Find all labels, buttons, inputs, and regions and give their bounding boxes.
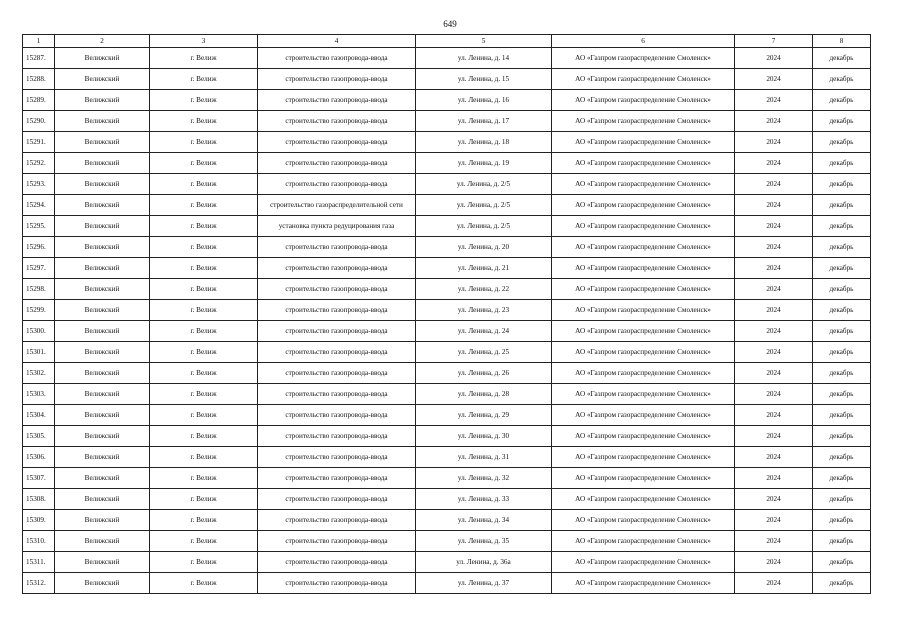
locality-cell: г. Велиж <box>150 300 258 321</box>
table-row <box>23 489 871 510</box>
header-row <box>23 35 871 48</box>
row-number: 15305. <box>23 426 55 447</box>
address-cell: ул. Ленина, д. 21 <box>416 258 552 279</box>
address-cell: ул. Ленина, д. 24 <box>416 321 552 342</box>
column-header: 4 <box>258 35 416 48</box>
address-cell: ул. Ленина, д. 29 <box>416 405 552 426</box>
organization-cell: АО «Газпром газораспределение Смоленск» <box>552 111 735 132</box>
month-cell: декабрь <box>813 174 871 195</box>
year-cell: 2024 <box>735 384 813 405</box>
work-type-cell: строительство газопровода-ввода <box>258 573 416 594</box>
address-cell: ул. Ленина, д. 2/5 <box>416 195 552 216</box>
year-cell: 2024 <box>735 90 813 111</box>
month-cell: декабрь <box>813 132 871 153</box>
work-type-cell: строительство газопровода-ввода <box>258 468 416 489</box>
work-type-cell: строительство газопровода-ввода <box>258 300 416 321</box>
organization-cell: АО «Газпром газораспределение Смоленск» <box>552 174 735 195</box>
year-cell: 2024 <box>735 69 813 90</box>
work-type-cell: строительство газопровода-ввода <box>258 363 416 384</box>
district-cell: Велижский <box>55 447 150 468</box>
address-cell: ул. Ленина, д. 31 <box>416 447 552 468</box>
address-cell: ул. Ленина, д. 23 <box>416 300 552 321</box>
address-cell: ул. Ленина, д. 32 <box>416 468 552 489</box>
organization-cell: АО «Газпром газораспределение Смоленск» <box>552 216 735 237</box>
year-cell: 2024 <box>735 216 813 237</box>
table-row <box>23 174 871 195</box>
year-cell: 2024 <box>735 258 813 279</box>
organization-cell: АО «Газпром газораспределение Смоленск» <box>552 573 735 594</box>
district-cell: Велижский <box>55 111 150 132</box>
work-type-cell: строительство газопровода-ввода <box>258 279 416 300</box>
district-cell: Велижский <box>55 69 150 90</box>
table-row <box>23 405 871 426</box>
organization-cell: АО «Газпром газораспределение Смоленск» <box>552 342 735 363</box>
organization-cell: АО «Газпром газораспределение Смоленск» <box>552 90 735 111</box>
organization-cell: АО «Газпром газораспределение Смоленск» <box>552 279 735 300</box>
address-cell: ул. Ленина, д. 19 <box>416 153 552 174</box>
table-row <box>23 426 871 447</box>
work-type-cell: строительство газопровода-ввода <box>258 531 416 552</box>
month-cell: декабрь <box>813 90 871 111</box>
district-cell: Велижский <box>55 48 150 69</box>
month-cell: декабрь <box>813 531 871 552</box>
row-number: 15291. <box>23 132 55 153</box>
row-number: 15303. <box>23 384 55 405</box>
column-header: 8 <box>813 35 871 48</box>
row-number: 15289. <box>23 90 55 111</box>
month-cell: декабрь <box>813 447 871 468</box>
year-cell: 2024 <box>735 468 813 489</box>
row-number: 15300. <box>23 321 55 342</box>
row-number: 15290. <box>23 111 55 132</box>
table-row <box>23 363 871 384</box>
table-row <box>23 552 871 573</box>
address-cell: ул. Ленина, д. 35 <box>416 531 552 552</box>
organization-cell: АО «Газпром газораспределение Смоленск» <box>552 132 735 153</box>
row-number: 15306. <box>23 447 55 468</box>
locality-cell: г. Велиж <box>150 363 258 384</box>
month-cell: декабрь <box>813 321 871 342</box>
column-header: 7 <box>735 35 813 48</box>
work-type-cell: строительство газопровода-ввода <box>258 237 416 258</box>
year-cell: 2024 <box>735 489 813 510</box>
page-number: 649 <box>443 19 457 29</box>
organization-cell: АО «Газпром газораспределение Смоленск» <box>552 405 735 426</box>
district-cell: Велижский <box>55 216 150 237</box>
table-row <box>23 384 871 405</box>
table-row <box>23 300 871 321</box>
year-cell: 2024 <box>735 426 813 447</box>
year-cell: 2024 <box>735 237 813 258</box>
table-row <box>23 48 871 69</box>
organization-cell: АО «Газпром газораспределение Смоленск» <box>552 195 735 216</box>
year-cell: 2024 <box>735 552 813 573</box>
address-cell: ул. Ленина, д. 36а <box>416 552 552 573</box>
organization-cell: АО «Газпром газораспределение Смоленск» <box>552 258 735 279</box>
locality-cell: г. Велиж <box>150 489 258 510</box>
table-row <box>23 321 871 342</box>
address-cell: ул. Ленина, д. 2/5 <box>416 216 552 237</box>
district-cell: Велижский <box>55 258 150 279</box>
month-cell: декабрь <box>813 405 871 426</box>
locality-cell: г. Велиж <box>150 510 258 531</box>
table-row <box>23 195 871 216</box>
locality-cell: г. Велиж <box>150 552 258 573</box>
row-number: 15288. <box>23 69 55 90</box>
locality-cell: г. Велиж <box>150 69 258 90</box>
month-cell: декабрь <box>813 384 871 405</box>
locality-cell: г. Велиж <box>150 531 258 552</box>
address-cell: ул. Ленина, д. 34 <box>416 510 552 531</box>
table-row <box>23 258 871 279</box>
district-cell: Велижский <box>55 321 150 342</box>
year-cell: 2024 <box>735 111 813 132</box>
row-number: 15298. <box>23 279 55 300</box>
year-cell: 2024 <box>735 531 813 552</box>
locality-cell: г. Велиж <box>150 132 258 153</box>
table-row <box>23 216 871 237</box>
organization-cell: АО «Газпром газораспределение Смоленск» <box>552 48 735 69</box>
locality-cell: г. Велиж <box>150 111 258 132</box>
table-row <box>23 531 871 552</box>
work-type-cell: строительство газопровода-ввода <box>258 132 416 153</box>
address-cell: ул. Ленина, д. 15 <box>416 69 552 90</box>
row-number: 15309. <box>23 510 55 531</box>
address-cell: ул. Ленина, д. 16 <box>416 90 552 111</box>
district-cell: Велижский <box>55 552 150 573</box>
row-number: 15311. <box>23 552 55 573</box>
row-number: 15295. <box>23 216 55 237</box>
organization-cell: АО «Газпром газораспределение Смоленск» <box>552 153 735 174</box>
organization-cell: АО «Газпром газораспределение Смоленск» <box>552 489 735 510</box>
work-type-cell: строительство газопровода-ввода <box>258 111 416 132</box>
work-type-cell: строительство газопровода-ввода <box>258 426 416 447</box>
month-cell: декабрь <box>813 342 871 363</box>
row-number: 15297. <box>23 258 55 279</box>
organization-cell: АО «Газпром газораспределение Смоленск» <box>552 384 735 405</box>
district-cell: Велижский <box>55 300 150 321</box>
work-type-cell: строительство газопровода-ввода <box>258 69 416 90</box>
district-cell: Велижский <box>55 426 150 447</box>
district-cell: Велижский <box>55 531 150 552</box>
locality-cell: г. Велиж <box>150 384 258 405</box>
organization-cell: АО «Газпром газораспределение Смоленск» <box>552 426 735 447</box>
month-cell: декабрь <box>813 237 871 258</box>
month-cell: декабрь <box>813 552 871 573</box>
table-row <box>23 342 871 363</box>
table-row <box>23 510 871 531</box>
month-cell: декабрь <box>813 69 871 90</box>
year-cell: 2024 <box>735 174 813 195</box>
district-cell: Велижский <box>55 153 150 174</box>
work-type-cell: строительство газопровода-ввода <box>258 174 416 195</box>
year-cell: 2024 <box>735 510 813 531</box>
district-cell: Велижский <box>55 510 150 531</box>
district-cell: Велижский <box>55 195 150 216</box>
locality-cell: г. Велиж <box>150 153 258 174</box>
year-cell: 2024 <box>735 342 813 363</box>
locality-cell: г. Велиж <box>150 237 258 258</box>
organization-cell: АО «Газпром газораспределение Смоленск» <box>552 300 735 321</box>
work-type-cell: строительство газопровода-ввода <box>258 552 416 573</box>
district-cell: Велижский <box>55 279 150 300</box>
year-cell: 2024 <box>735 363 813 384</box>
locality-cell: г. Велиж <box>150 447 258 468</box>
organization-cell: АО «Газпром газораспределение Смоленск» <box>552 237 735 258</box>
column-header: 3 <box>150 35 258 48</box>
column-header: 1 <box>23 35 55 48</box>
district-cell: Велижский <box>55 342 150 363</box>
month-cell: декабрь <box>813 573 871 594</box>
district-cell: Велижский <box>55 573 150 594</box>
district-cell: Велижский <box>55 384 150 405</box>
work-type-cell: строительство газопровода-ввода <box>258 321 416 342</box>
column-header: 6 <box>552 35 735 48</box>
row-number: 15302. <box>23 363 55 384</box>
locality-cell: г. Велиж <box>150 90 258 111</box>
locality-cell: г. Велиж <box>150 468 258 489</box>
district-cell: Велижский <box>55 90 150 111</box>
table-row <box>23 237 871 258</box>
district-cell: Велижский <box>55 132 150 153</box>
row-number: 15308. <box>23 489 55 510</box>
month-cell: декабрь <box>813 111 871 132</box>
district-cell: Велижский <box>55 363 150 384</box>
locality-cell: г. Велиж <box>150 342 258 363</box>
work-type-cell: строительство газопровода-ввода <box>258 258 416 279</box>
month-cell: декабрь <box>813 510 871 531</box>
month-cell: декабрь <box>813 300 871 321</box>
locality-cell: г. Велиж <box>150 426 258 447</box>
month-cell: декабрь <box>813 195 871 216</box>
work-type-cell: строительство газораспределительной сети <box>258 195 416 216</box>
district-cell: Велижский <box>55 237 150 258</box>
column-header: 2 <box>55 35 150 48</box>
organization-cell: АО «Газпром газораспределение Смоленск» <box>552 321 735 342</box>
organization-cell: АО «Газпром газораспределение Смоленск» <box>552 510 735 531</box>
work-type-cell: строительство газопровода-ввода <box>258 384 416 405</box>
locality-cell: г. Велиж <box>150 174 258 195</box>
year-cell: 2024 <box>735 132 813 153</box>
address-cell: ул. Ленина, д. 2/5 <box>416 174 552 195</box>
month-cell: декабрь <box>813 216 871 237</box>
work-type-cell: строительство газопровода-ввода <box>258 48 416 69</box>
month-cell: декабрь <box>813 258 871 279</box>
table-body <box>23 48 871 594</box>
organization-cell: АО «Газпром газораспределение Смоленск» <box>552 69 735 90</box>
address-cell: ул. Ленина, д. 33 <box>416 489 552 510</box>
table-row <box>23 90 871 111</box>
table-row <box>23 111 871 132</box>
work-type-cell: строительство газопровода-ввода <box>258 489 416 510</box>
row-number: 15307. <box>23 468 55 489</box>
district-cell: Велижский <box>55 174 150 195</box>
row-number: 15287. <box>23 48 55 69</box>
address-cell: ул. Ленина, д. 14 <box>416 48 552 69</box>
locality-cell: г. Велиж <box>150 258 258 279</box>
district-cell: Велижский <box>55 468 150 489</box>
organization-cell: АО «Газпром газораспределение Смоленск» <box>552 468 735 489</box>
table-row <box>23 153 871 174</box>
month-cell: декабрь <box>813 426 871 447</box>
row-number: 15312. <box>23 573 55 594</box>
address-cell: ул. Ленина, д. 30 <box>416 426 552 447</box>
address-cell: ул. Ленина, д. 20 <box>416 237 552 258</box>
year-cell: 2024 <box>735 279 813 300</box>
work-type-cell: строительство газопровода-ввода <box>258 153 416 174</box>
row-number: 15310. <box>23 531 55 552</box>
work-type-cell: строительство газопровода-ввода <box>258 342 416 363</box>
row-number: 15296. <box>23 237 55 258</box>
month-cell: декабрь <box>813 153 871 174</box>
locality-cell: г. Велиж <box>150 573 258 594</box>
year-cell: 2024 <box>735 447 813 468</box>
work-type-cell: строительство газопровода-ввода <box>258 90 416 111</box>
row-number: 15294. <box>23 195 55 216</box>
address-cell: ул. Ленина, д. 17 <box>416 111 552 132</box>
address-cell: ул. Ленина, д. 26 <box>416 363 552 384</box>
table-row <box>23 573 871 594</box>
month-cell: декабрь <box>813 468 871 489</box>
row-number: 15292. <box>23 153 55 174</box>
locality-cell: г. Велиж <box>150 216 258 237</box>
year-cell: 2024 <box>735 573 813 594</box>
locality-cell: г. Велиж <box>150 195 258 216</box>
row-number: 15301. <box>23 342 55 363</box>
locality-cell: г. Велиж <box>150 279 258 300</box>
organization-cell: АО «Газпром газораспределение Смоленск» <box>552 531 735 552</box>
month-cell: декабрь <box>813 363 871 384</box>
address-cell: ул. Ленина, д. 22 <box>416 279 552 300</box>
table-row <box>23 468 871 489</box>
table-row <box>23 279 871 300</box>
address-cell: ул. Ленина, д. 25 <box>416 342 552 363</box>
address-cell: ул. Ленина, д. 28 <box>416 384 552 405</box>
district-cell: Велижский <box>55 405 150 426</box>
year-cell: 2024 <box>735 300 813 321</box>
year-cell: 2024 <box>735 195 813 216</box>
table-row <box>23 447 871 468</box>
month-cell: декабрь <box>813 279 871 300</box>
work-type-cell: строительство газопровода-ввода <box>258 405 416 426</box>
year-cell: 2024 <box>735 321 813 342</box>
year-cell: 2024 <box>735 405 813 426</box>
column-header: 5 <box>416 35 552 48</box>
organization-cell: АО «Газпром газораспределение Смоленск» <box>552 447 735 468</box>
row-number: 15304. <box>23 405 55 426</box>
row-number: 15299. <box>23 300 55 321</box>
organization-cell: АО «Газпром газораспределение Смоленск» <box>552 363 735 384</box>
table-row <box>23 69 871 90</box>
year-cell: 2024 <box>735 48 813 69</box>
month-cell: декабрь <box>813 48 871 69</box>
address-cell: ул. Ленина, д. 37 <box>416 573 552 594</box>
organization-cell: АО «Газпром газораспределение Смоленск» <box>552 552 735 573</box>
work-type-cell: строительство газопровода-ввода <box>258 447 416 468</box>
locality-cell: г. Велиж <box>150 405 258 426</box>
table-row <box>23 132 871 153</box>
locality-cell: г. Велиж <box>150 321 258 342</box>
locality-cell: г. Велиж <box>150 48 258 69</box>
address-cell: ул. Ленина, д. 18 <box>416 132 552 153</box>
work-type-cell: строительство газопровода-ввода <box>258 510 416 531</box>
work-type-cell: установка пункта редуцирования газа <box>258 216 416 237</box>
register-table <box>22 34 871 594</box>
year-cell: 2024 <box>735 153 813 174</box>
month-cell: декабрь <box>813 489 871 510</box>
district-cell: Велижский <box>55 489 150 510</box>
row-number: 15293. <box>23 174 55 195</box>
